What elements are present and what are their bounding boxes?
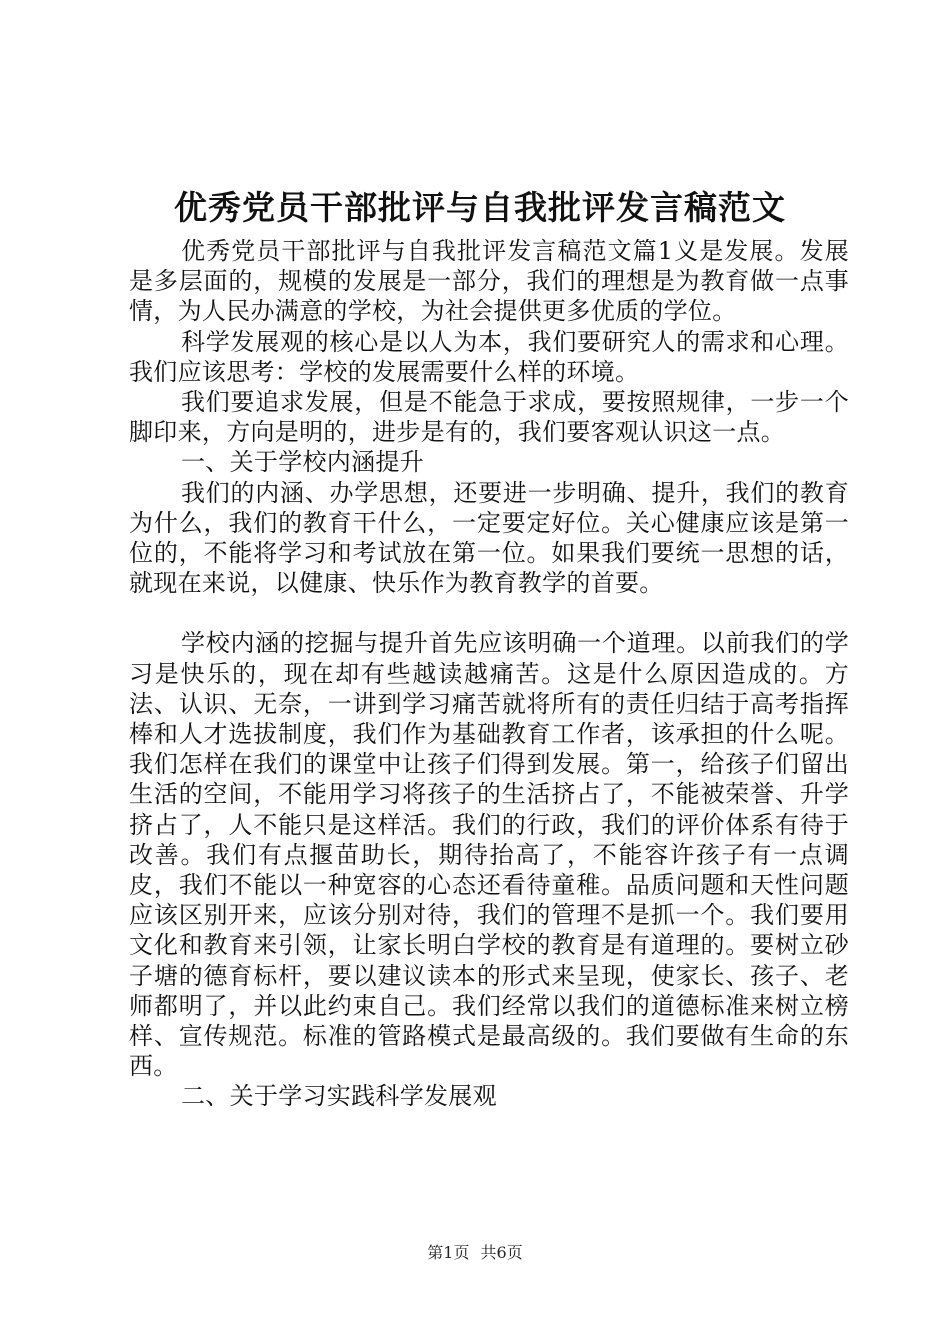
paragraph-pursue-development: 我们要追求发展，但是不能急于求成，要按照规律，一步一个脚印来，方向是明的，进步是有的，我们要客观认识这一点。	[129, 388, 849, 447]
document-body	[129, 236, 849, 1112]
section-heading-1: 一、关于学校内涵提升	[181, 448, 424, 477]
section-heading-2: 二、关于学习实践科学发展观	[181, 1082, 497, 1111]
page-number-total: 共6页	[480, 1243, 523, 1262]
paragraph-connotation: 我们的内涵、办学思想，还要进一步明确、提升，我们的教育为什么，我们的教育干什么，一定要定好位。关心健康应该是第一位的，不能将学习和考试放在第一位。如果我们要统一思想的话，就现在来说，以健康、快乐作为教育教学的首要。	[129, 478, 849, 598]
paragraph-core-concept: 科学发展观的核心是以人为本，我们要研究人的需求和心理。我们应该思考：学校的发展需要什么样的环境。	[129, 327, 849, 386]
page-number-current: 第1页	[427, 1243, 470, 1262]
paragraph-connotation-mining: 学校内涵的挖掘与提升首先应该明确一个道理。以前我们的学习是快乐的，现在却有些越读越痛苦。这是什么原因造成的。方法、认识、无奈，一讲到学习痛苦就将所有的责任归结于高考指挥棒和人才选拔制度，我们作为基础教育工作者，该承担的什么呢。我们怎样在我们的课堂中让孩子们得到发展。第一，给孩子们留出生活的空间，不能用学习将孩子的生活挤占了，不能被荣誉、升学挤占了，人不能只是这样活。我们的行政，我们的评价体系有待于改善。我们有点揠苗助长，期待抬高了，不能容许孩子有一点调皮，我们不能以一种宽容的心态还看待童稚。品质问题和天性问题应该区别开来，应该分别对待，我们的管理不是抓一个。我们要用文化和教育来引领，让家长明白学校的教育是有道理的。要树立砂子塘的德育标杆，要以建议读本的形式来呈现，使家长、孩子、老师都明了，并以此约束自己。我们经常以我们的道德标准来树立榜样、宣传规范。标准的管路模式是最高级的。我们要做有生命的东西。	[129, 629, 849, 1081]
paragraph-spacer	[129, 598, 849, 628]
page-footer	[0, 1242, 950, 1264]
paragraph-intro: 优秀党员干部批评与自我批评发言稿范文篇1义是发展。发展是多层面的，规模的发展是一部分，我们的理想是为教育做一点事情，为人民办满意的学校，为社会提供更多优质的学位。	[129, 237, 849, 326]
document-title: 优秀党员干部批评与自我批评发言稿范文	[174, 188, 786, 227]
